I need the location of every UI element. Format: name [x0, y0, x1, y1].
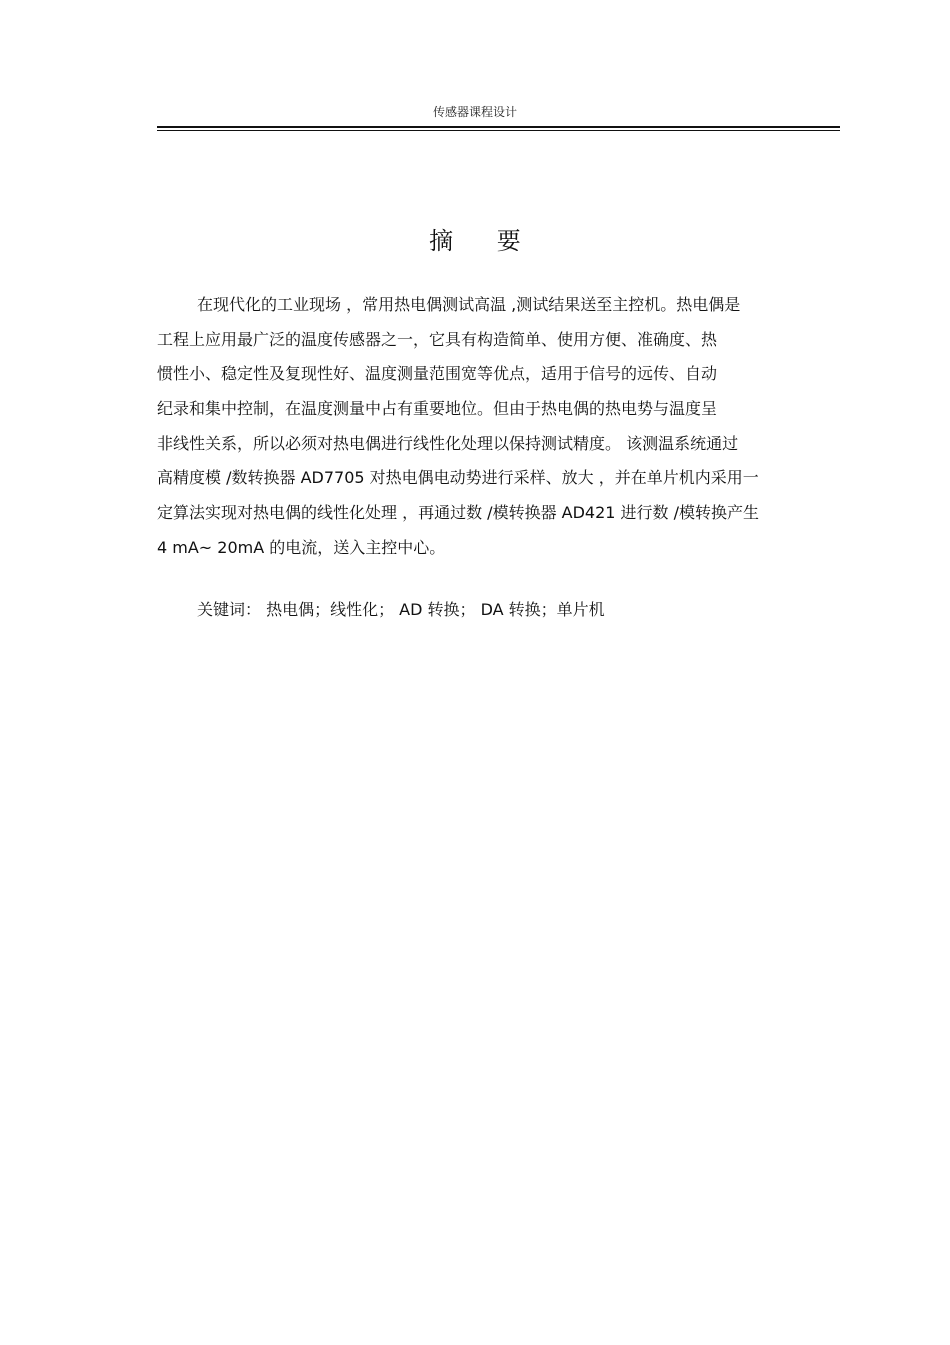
header-rule-thin: [157, 130, 840, 131]
abstract-line-2: 工程上应用最广泛的温度传感器之一，它具有构造简单、使用方便、准确度、热: [157, 330, 718, 349]
abstract-heading: 摘 要: [429, 227, 539, 255]
abstract-line-8: 4 mA~ 20mA 的电流，送入主控中心。: [157, 538, 446, 557]
abstract-line-1: 在现代化的工业现场 ，常用热电偶测试高温 ,测试结果送至主控机。热电偶是: [197, 295, 741, 314]
abstract-line-4: 纪录和集中控制，在温度测量中占有重要地位。但由于热电偶的热电势与温度呈: [157, 399, 718, 418]
abstract-line-7: 定算法实现对热电偶的线性化处理 ，再通过数 /模转换器 AD421 进行数 /模转换产生: [157, 503, 760, 522]
running-header-title: 传感器课程设计: [432, 105, 517, 119]
abstract-line-6: 高精度模 /数转换器 AD7705 对热电偶电动势进行采样、放大 ，并在单片机内采用一: [157, 468, 759, 487]
abstract-line-5: 非线性关系，所以必须对热电偶进行线性化处理以保持测试精度。 该测温系统通过: [157, 434, 739, 453]
keywords-line: 关键词： 热电偶；线性化； AD 转换； DA 转换；单片机: [197, 600, 605, 619]
abstract-line-3: 惯性小、稳定性及复现性好、温度测量范围宽等优点，适用于信号的远传、自动: [157, 364, 718, 383]
header-rule-thick: [157, 126, 840, 128]
